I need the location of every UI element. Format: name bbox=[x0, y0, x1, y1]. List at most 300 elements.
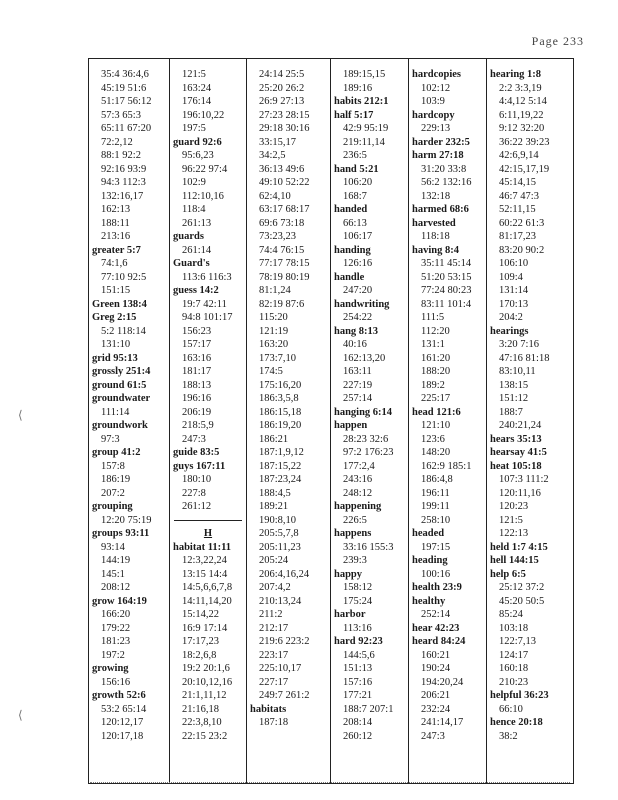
index-reference: 73:23,23 bbox=[259, 231, 297, 242]
index-reference: 14:5,6,6,7,8 bbox=[182, 582, 233, 593]
index-reference: 33:15,17 bbox=[259, 136, 297, 148]
index-reference: 19:7 42:11 bbox=[182, 298, 227, 310]
index-reference: 187:23,24 bbox=[259, 474, 302, 485]
index-reference: 49:10 52:22 bbox=[259, 177, 310, 188]
index-reference: 151:13 bbox=[343, 663, 373, 674]
index-reference: 21:16,18 bbox=[182, 703, 220, 715]
index-reference: 42:6,9,14 bbox=[499, 150, 539, 161]
index-term: heading bbox=[412, 555, 448, 566]
bottom-rule bbox=[90, 782, 570, 783]
index-term: habitat 11:11 bbox=[173, 541, 232, 553]
index-reference: 162:13,20 bbox=[343, 352, 386, 364]
index-reference: 175:16,20 bbox=[259, 379, 302, 391]
index-column-1 bbox=[89, 59, 170, 783]
index-reference: 189:21 bbox=[259, 501, 289, 512]
index-reference: 189:2 bbox=[421, 379, 445, 391]
index-reference: 163:20 bbox=[259, 339, 289, 350]
index-column-3 bbox=[247, 59, 331, 783]
index-reference: 66:10 bbox=[499, 703, 523, 715]
index-reference: 179:22 bbox=[101, 622, 131, 634]
index-reference: 204:2 bbox=[499, 312, 523, 323]
index-reference: 118:4 bbox=[182, 204, 206, 215]
index-term: handle bbox=[334, 271, 365, 283]
index-reference: 208:14 bbox=[343, 717, 373, 728]
index-reference: 186:21 bbox=[259, 433, 289, 445]
index-reference: 160:21 bbox=[421, 649, 451, 661]
index-reference: 131:10 bbox=[101, 339, 131, 350]
index-reference: 111:5 bbox=[421, 312, 445, 323]
index-reference: 35:4 36:4,6 bbox=[101, 69, 149, 80]
index-reference: 156:16 bbox=[101, 676, 131, 688]
index-reference: 196:16 bbox=[182, 393, 212, 404]
index-reference: 103:9 bbox=[421, 96, 445, 107]
index-reference: 188:7 207:1 bbox=[343, 703, 394, 715]
index-reference: 186:19,20 bbox=[259, 420, 302, 431]
index-reference: 227:8 bbox=[182, 487, 206, 499]
index-reference: 106:17 bbox=[343, 231, 373, 242]
index-reference: 236:5 bbox=[343, 150, 367, 161]
index-reference: 177:21 bbox=[343, 690, 373, 701]
index-reference: 45:20 50:5 bbox=[499, 595, 545, 607]
index-reference: 148:20 bbox=[421, 447, 451, 458]
index-term: happening bbox=[334, 501, 382, 512]
index-term: grid 95:13 bbox=[92, 352, 138, 364]
index-reference: 6:11,19,22 bbox=[499, 109, 544, 121]
index-reference: 77:10 92:5 bbox=[101, 271, 147, 283]
index-reference: 74:4 76:15 bbox=[259, 244, 305, 256]
index-term: hearings bbox=[490, 325, 529, 337]
index-term: guide 83:5 bbox=[173, 447, 220, 458]
index-reference: 145:1 bbox=[101, 568, 125, 580]
index-reference: 225:10,17 bbox=[259, 663, 302, 674]
index-reference: 160:18 bbox=[499, 663, 529, 674]
index-reference: 151:15 bbox=[101, 285, 131, 296]
index-term: head 121:6 bbox=[412, 406, 461, 418]
index-reference: 88:1 92:2 bbox=[101, 150, 141, 161]
index-term: grossly 251:4 bbox=[92, 366, 151, 377]
index-reference: 85:24 bbox=[499, 609, 523, 620]
index-reference: 96:22 97:4 bbox=[182, 163, 228, 175]
index-term: Guard's bbox=[173, 258, 210, 269]
index-reference: 112:10,16 bbox=[182, 190, 224, 202]
index-term: groups 93:11 bbox=[92, 528, 150, 539]
index-reference: 53:2 65:14 bbox=[101, 703, 147, 715]
index-reference: 103:18 bbox=[499, 622, 529, 634]
index-term: habitats bbox=[250, 703, 287, 715]
index-reference: 46:7 47:3 bbox=[499, 190, 539, 202]
index-reference: 144:19 bbox=[101, 555, 131, 566]
index-reference: 126:16 bbox=[343, 258, 373, 269]
index-reference: 124:17 bbox=[499, 649, 529, 661]
index-reference: 120:17,18 bbox=[101, 730, 144, 742]
index-reference: 186:15,18 bbox=[259, 406, 302, 418]
index-term: hardcopy bbox=[412, 109, 455, 121]
index-reference: 229:13 bbox=[421, 123, 451, 134]
index-reference: 261:12 bbox=[182, 501, 212, 512]
index-reference: 83:10,11 bbox=[499, 366, 536, 377]
page-number: Page 233 bbox=[531, 34, 584, 48]
index-term: harbor bbox=[334, 609, 366, 620]
index-reference: 210:23 bbox=[499, 676, 529, 688]
index-term: hard 92:23 bbox=[334, 636, 383, 647]
index-column-6 bbox=[487, 59, 573, 783]
index-reference: 102:9 bbox=[182, 177, 206, 188]
section-letter: H bbox=[203, 528, 213, 539]
index-reference: 239:3 bbox=[343, 555, 367, 566]
index-reference: 27:23 28:15 bbox=[259, 109, 310, 121]
index-reference: 170:13 bbox=[499, 298, 529, 310]
index-reference: 199:11 bbox=[421, 501, 450, 512]
index-reference: 28:23 32:6 bbox=[343, 433, 389, 445]
index-reference: 196:11 bbox=[421, 487, 450, 499]
index-reference: 208:12 bbox=[101, 582, 131, 593]
index-term: guards bbox=[173, 231, 204, 242]
index-reference: 197:15 bbox=[421, 541, 451, 553]
index-term: harder 232:5 bbox=[412, 136, 470, 148]
index-reference: 206:19 bbox=[182, 406, 212, 418]
index-reference: 163:16 bbox=[182, 352, 212, 364]
index-reference: 77:17 78:15 bbox=[259, 258, 310, 269]
index-reference: 188:20 bbox=[421, 366, 451, 377]
index-term: growing bbox=[92, 663, 129, 674]
index-reference: 22:3,8,10 bbox=[182, 717, 222, 728]
index-term: hell 144:15 bbox=[490, 555, 539, 566]
index-reference: 113:16 bbox=[343, 622, 372, 634]
index-reference: 226:5 bbox=[343, 514, 367, 526]
index-reference: 258:10 bbox=[421, 514, 451, 526]
index-reference: 157:16 bbox=[343, 676, 373, 688]
index-term: headed bbox=[412, 528, 445, 539]
index-reference: 210:13,24 bbox=[259, 595, 302, 607]
index-reference: 207:4,2 bbox=[259, 582, 291, 593]
index-reference: 31:20 33:8 bbox=[421, 163, 467, 175]
index-reference: 227:17 bbox=[259, 676, 289, 688]
index-reference: 206:21 bbox=[421, 690, 451, 701]
index-reference: 120:11,16 bbox=[499, 487, 541, 499]
index-reference: 161:20 bbox=[421, 352, 451, 364]
index-reference: 29:18 30:16 bbox=[259, 123, 310, 134]
index-reference: 78:19 80:19 bbox=[259, 271, 310, 283]
index-reference: 34:2,5 bbox=[259, 150, 286, 161]
index-reference: 176:14 bbox=[182, 96, 212, 107]
index-term: Green 138:4 bbox=[92, 298, 147, 310]
index-reference: 13:15 14:4 bbox=[182, 568, 228, 580]
index-reference: 177:2,4 bbox=[343, 460, 375, 472]
index-reference: 240:21,24 bbox=[499, 420, 542, 431]
index-reference: 65:11 67:20 bbox=[101, 123, 152, 134]
index-reference: 81:17,23 bbox=[499, 231, 537, 242]
index-reference: 186:4,8 bbox=[421, 474, 453, 485]
index-reference: 261:14 bbox=[182, 244, 212, 256]
index-reference: 36:22 39:23 bbox=[499, 136, 550, 148]
index-reference: 190:24 bbox=[421, 663, 451, 674]
index-reference: 121:10 bbox=[421, 420, 451, 431]
index-reference: 2:2 3:3,19 bbox=[499, 82, 542, 94]
index-reference: 45:19 51:6 bbox=[101, 82, 147, 94]
index-reference: 189:16 bbox=[343, 82, 373, 94]
index-reference: 36:13 49:6 bbox=[259, 163, 305, 175]
index-reference: 175:24 bbox=[343, 595, 373, 607]
index-reference: 123:6 bbox=[421, 433, 445, 445]
index-term: grouping bbox=[92, 501, 133, 512]
index-term: health 23:9 bbox=[412, 582, 462, 593]
index-term: ground 61:5 bbox=[92, 379, 147, 391]
index-reference: 241:14,17 bbox=[421, 717, 464, 728]
index-term: heat 105:18 bbox=[490, 460, 542, 472]
index-term: Greg 2:15 bbox=[92, 312, 137, 323]
index-reference: 132:16,17 bbox=[101, 190, 144, 202]
index-reference: 122:13 bbox=[499, 528, 529, 539]
index-reference: 243:16 bbox=[343, 474, 373, 485]
index-reference: 93:14 bbox=[101, 541, 125, 553]
index-term: handwriting bbox=[334, 298, 390, 310]
index-term: harmed 68:6 bbox=[412, 204, 469, 215]
index-reference: 45:14,15 bbox=[499, 177, 537, 188]
index-reference: 186:3,5,8 bbox=[259, 393, 299, 404]
index-reference: 162:9 185:1 bbox=[421, 460, 472, 472]
index-reference: 107:3 111:2 bbox=[499, 474, 549, 485]
index-reference: 16:9 17:14 bbox=[182, 622, 228, 634]
index-reference: 77:24 80:23 bbox=[421, 285, 472, 296]
index-reference: 20:10,12,16 bbox=[182, 676, 233, 688]
index-term: groundwater bbox=[92, 393, 151, 404]
index-reference: 188:4,5 bbox=[259, 487, 291, 499]
index-reference: 247:3 bbox=[182, 433, 206, 445]
index-reference: 151:12 bbox=[499, 393, 529, 404]
index-reference: 106:20 bbox=[343, 177, 373, 188]
index-reference: 196:10,22 bbox=[182, 109, 225, 121]
index-column-5 bbox=[409, 59, 487, 783]
index-reference: 205:5,7,8 bbox=[259, 528, 299, 539]
index-reference: 138:15 bbox=[499, 379, 529, 391]
index-reference: 260:12 bbox=[343, 730, 373, 742]
margin-mark: ⟨ bbox=[18, 408, 23, 422]
index-reference: 121:5 bbox=[499, 514, 523, 526]
index-term: help 6:5 bbox=[490, 568, 526, 580]
index-reference: 92:16 93:9 bbox=[101, 163, 147, 175]
index-reference: 94:8 101:17 bbox=[182, 312, 233, 323]
index-table bbox=[88, 58, 574, 784]
index-term: hang 8:13 bbox=[334, 325, 379, 337]
index-reference: 211:2 bbox=[259, 609, 283, 620]
index-reference: 131:1 bbox=[421, 339, 445, 350]
index-reference: 254:22 bbox=[343, 312, 373, 323]
index-term: helpful 36:23 bbox=[490, 690, 549, 701]
index-reference: 118:18 bbox=[421, 231, 450, 242]
index-reference: 131:14 bbox=[499, 285, 529, 296]
index-reference: 63:17 68:17 bbox=[259, 204, 310, 215]
index-reference: 122:7,13 bbox=[499, 636, 537, 647]
index-reference: 25:12 37:2 bbox=[499, 582, 545, 593]
index-reference: 19:2 20:1,6 bbox=[182, 663, 230, 674]
index-term: harvested bbox=[412, 217, 456, 229]
index-reference: 66:13 bbox=[343, 217, 367, 229]
index-reference: 113:6 116:3 bbox=[182, 271, 232, 283]
index-reference: 57:3 65:3 bbox=[101, 109, 141, 121]
index-reference: 206:4,16,24 bbox=[259, 568, 310, 580]
section-divider bbox=[170, 514, 246, 528]
index-reference: 69:6 73:18 bbox=[259, 217, 305, 229]
index-reference: 100:16 bbox=[421, 568, 451, 580]
index-reference: 205:24 bbox=[259, 555, 289, 566]
index-term: heard 84:24 bbox=[412, 636, 466, 647]
index-reference: 219:6 223:2 bbox=[259, 636, 310, 647]
index-reference: 186:19 bbox=[101, 474, 131, 485]
index-term: half 5:17 bbox=[334, 109, 374, 121]
index-reference: 97:2 176:23 bbox=[343, 447, 394, 458]
index-term: hears 35:13 bbox=[490, 433, 542, 445]
index-reference: 163:24 bbox=[182, 82, 212, 94]
index-reference: 21:1,11,12 bbox=[182, 690, 227, 701]
margin-mark: ⟨ bbox=[18, 708, 23, 722]
index-reference: 120:12,17 bbox=[101, 717, 144, 728]
index-reference: 97:3 bbox=[101, 433, 120, 445]
index-reference: 207:2 bbox=[101, 487, 125, 499]
index-reference: 115:20 bbox=[259, 312, 288, 323]
index-reference: 35:11 45:14 bbox=[421, 258, 472, 269]
index-reference: 24:14 25:5 bbox=[259, 69, 305, 80]
index-reference: 33:16 155:3 bbox=[343, 541, 394, 553]
index-reference: 51:20 53:15 bbox=[421, 271, 472, 283]
index-reference: 156:23 bbox=[182, 325, 212, 337]
index-term: groundwork bbox=[92, 420, 148, 431]
index-reference: 56:2 132:16 bbox=[421, 177, 472, 188]
index-reference: 189:15,15 bbox=[343, 69, 386, 80]
index-reference: 102:12 bbox=[421, 82, 451, 94]
index-reference: 42:9 95:19 bbox=[343, 123, 389, 134]
index-reference: 197:2 bbox=[101, 649, 125, 661]
index-reference: 132:18 bbox=[421, 190, 451, 202]
index-reference: 213:16 bbox=[101, 231, 131, 242]
index-term: having 8:4 bbox=[412, 244, 459, 256]
index-reference: 190:8,10 bbox=[259, 514, 297, 526]
index-reference: 106:10 bbox=[499, 258, 529, 269]
index-reference: 40:16 bbox=[343, 339, 367, 350]
index-reference: 252:14 bbox=[421, 609, 451, 620]
index-reference: 261:13 bbox=[182, 217, 212, 229]
index-term: handed bbox=[334, 204, 368, 215]
index-reference: 12:20 75:19 bbox=[101, 514, 152, 526]
index-term: growth 52:6 bbox=[92, 690, 146, 701]
index-reference: 42:15,17,19 bbox=[499, 163, 550, 175]
index-reference: 95:6,23 bbox=[182, 150, 214, 161]
index-term: guard 92:6 bbox=[173, 136, 222, 148]
index-reference: 163:11 bbox=[343, 366, 372, 377]
index-term: harm 27:18 bbox=[412, 150, 464, 161]
index-reference: 157:17 bbox=[182, 339, 212, 350]
index-reference: 158:12 bbox=[343, 582, 373, 593]
index-term: group 41:2 bbox=[92, 447, 141, 458]
index-reference: 157:8 bbox=[101, 460, 125, 472]
index-term: hanging 6:14 bbox=[334, 406, 393, 418]
index-reference: 194:20,24 bbox=[421, 676, 464, 688]
index-reference: 60:22 61:3 bbox=[499, 217, 545, 229]
index-term: hearing 1:8 bbox=[490, 69, 542, 80]
index-reference: 249:7 261:2 bbox=[259, 690, 310, 701]
index-term: guess 14:2 bbox=[173, 285, 219, 296]
index-reference: 83:11 101:4 bbox=[421, 298, 472, 310]
index-reference: 168:7 bbox=[343, 190, 367, 202]
index-reference: 218:5,9 bbox=[182, 420, 214, 431]
index-reference: 22:15 23:2 bbox=[182, 730, 228, 742]
index-reference: 197:5 bbox=[182, 123, 206, 134]
index-reference: 187:1,9,12 bbox=[259, 447, 304, 458]
index-reference: 25:20 26:2 bbox=[259, 82, 305, 94]
index-reference: 112:20 bbox=[421, 325, 450, 337]
index-term: happens bbox=[334, 528, 372, 539]
index-reference: 188:11 bbox=[101, 217, 130, 229]
index-reference: 82:19 87:6 bbox=[259, 298, 305, 310]
index-reference: 181:23 bbox=[101, 636, 131, 647]
index-term: held 1:7 4:15 bbox=[490, 541, 548, 553]
index-reference: 51:17 56:12 bbox=[101, 96, 152, 107]
index-reference: 120:23 bbox=[499, 501, 529, 512]
index-reference: 232:24 bbox=[421, 703, 451, 715]
index-reference: 187:15,22 bbox=[259, 460, 302, 472]
index-term: grow 164:19 bbox=[92, 595, 147, 607]
index-reference: 81:1,24 bbox=[259, 285, 291, 296]
index-term: hearsay 41:5 bbox=[490, 447, 547, 458]
index-term: hence 20:18 bbox=[490, 717, 543, 728]
index-reference: 173:7,10 bbox=[259, 352, 297, 364]
index-term: handing bbox=[334, 244, 371, 256]
index-reference: 72:2,12 bbox=[101, 136, 133, 148]
index-reference: 74:1,6 bbox=[101, 258, 128, 269]
index-term: hand 5:21 bbox=[334, 163, 379, 175]
index-column-2 bbox=[170, 59, 247, 783]
index-reference: 47:16 81:18 bbox=[499, 352, 550, 364]
index-reference: 247:3 bbox=[421, 730, 445, 742]
index-reference: 83:20 90:2 bbox=[499, 244, 545, 256]
index-reference: 227:19 bbox=[343, 379, 373, 391]
index-reference: 5:2 118:14 bbox=[101, 325, 146, 337]
index-reference: 38:2 bbox=[499, 730, 518, 742]
index-reference: 15:14,22 bbox=[182, 609, 220, 620]
index-reference: 181:17 bbox=[182, 366, 212, 377]
index-reference: 187:18 bbox=[259, 717, 289, 728]
index-reference: 121:19 bbox=[259, 325, 289, 337]
index-reference: 3:20 7:16 bbox=[499, 339, 539, 350]
index-reference: 212:17 bbox=[259, 622, 289, 634]
index-reference: 62:4,10 bbox=[259, 190, 291, 202]
index-reference: 109:4 bbox=[499, 271, 523, 283]
index-reference: 26:9 27:13 bbox=[259, 96, 305, 107]
index-reference: 121:5 bbox=[182, 69, 206, 80]
index-term: guys 167:11 bbox=[173, 460, 226, 472]
index-reference: 180:10 bbox=[182, 474, 212, 485]
index-term: happen bbox=[334, 420, 368, 431]
index-column-4 bbox=[331, 59, 409, 783]
index-reference: 174:5 bbox=[259, 366, 283, 377]
index-reference: 18:2,6,8 bbox=[182, 649, 217, 661]
index-reference: 111:14 bbox=[101, 406, 130, 418]
index-reference: 162:13 bbox=[101, 204, 131, 215]
index-reference: 257:14 bbox=[343, 393, 373, 404]
index-reference: 14:11,14,20 bbox=[182, 595, 232, 607]
index-reference: 223:17 bbox=[259, 649, 289, 661]
index-term: hear 42:23 bbox=[412, 622, 460, 634]
index-reference: 166:20 bbox=[101, 609, 131, 620]
index-term: greater 5:7 bbox=[92, 244, 141, 256]
index-reference: 4:4,12 5:14 bbox=[499, 96, 547, 107]
index-term: happy bbox=[334, 568, 363, 580]
index-reference: 17:17,23 bbox=[182, 636, 220, 647]
index-reference: 188:13 bbox=[182, 379, 212, 391]
index-term: hardcopies bbox=[412, 69, 462, 80]
index-term: habits 212:1 bbox=[334, 96, 389, 107]
index-reference: 12:3,22,24 bbox=[182, 555, 227, 566]
index-reference: 52:11,15 bbox=[499, 204, 536, 215]
